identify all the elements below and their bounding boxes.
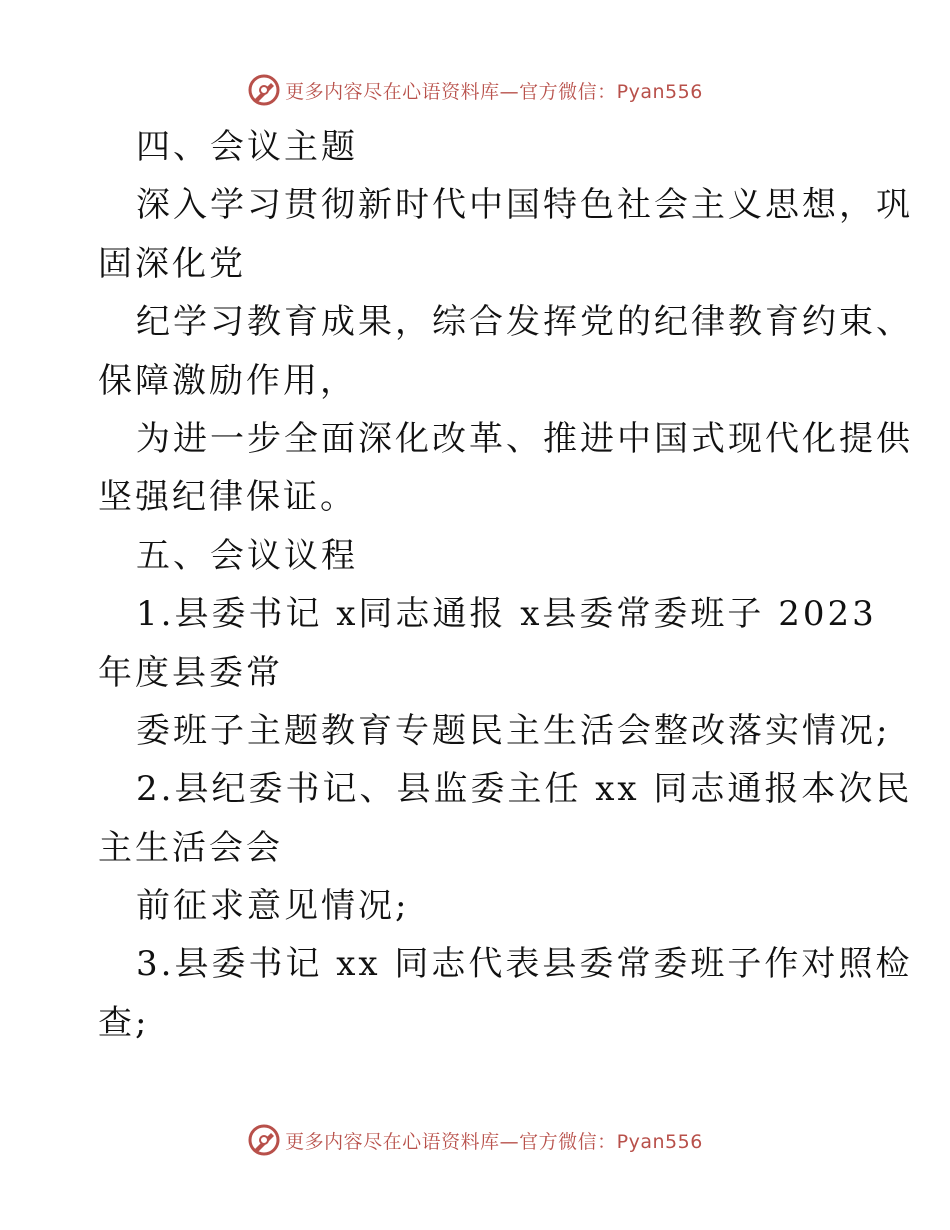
agenda-item-line: 2.县纪委书记、县监委主任 xx 同志通报本次民 [136,769,913,810]
agenda-item-line: 委班子主题教育专题民主生活会整改落实情况; [136,710,891,751]
agenda-item-line: 3.县委书记 xx 同志代表县委常委班子作对照检 [136,944,913,985]
footer-watermark-banner [0,1120,950,1160]
agenda-item-line: 前征求意见情况; [136,886,410,927]
paragraph-line: 固深化党 [98,243,246,284]
header-banner-text: 更多内容尽在心语资料库—官方微信：Pyan556 [285,80,703,103]
agenda-item-line: 查; [98,1002,150,1043]
agenda-item-line: 主生活会会 [98,827,283,868]
pen-logo-icon [247,1123,281,1157]
section-heading: 五、会议议程 [136,535,358,576]
footer-banner-text: 更多内容尽在心语资料库—官方微信：Pyan556 [285,1130,703,1153]
paragraph-line: 纪学习教育成果，综合发挥党的纪律教育约束、 [136,302,913,343]
header-watermark-banner [0,70,950,110]
document-body [98,118,913,1052]
agenda-item-line: 年度县委常 [98,652,283,693]
section-heading: 四、会议主题 [136,127,358,167]
paragraph-line: 坚强纪律保证。 [98,477,357,518]
paragraph-line: 保障激励作用， [98,360,357,401]
pen-logo-icon [247,73,281,107]
paragraph-line: 为进一步全面深化改革、推进中国式现代化提供 [136,418,913,459]
paragraph-line: 深入学习贯彻新时代中国特色社会主义思想，巩 [136,185,913,226]
agenda-item-line: 1.县委书记 x同志通报 x县委常委班子 2023 [136,594,877,635]
